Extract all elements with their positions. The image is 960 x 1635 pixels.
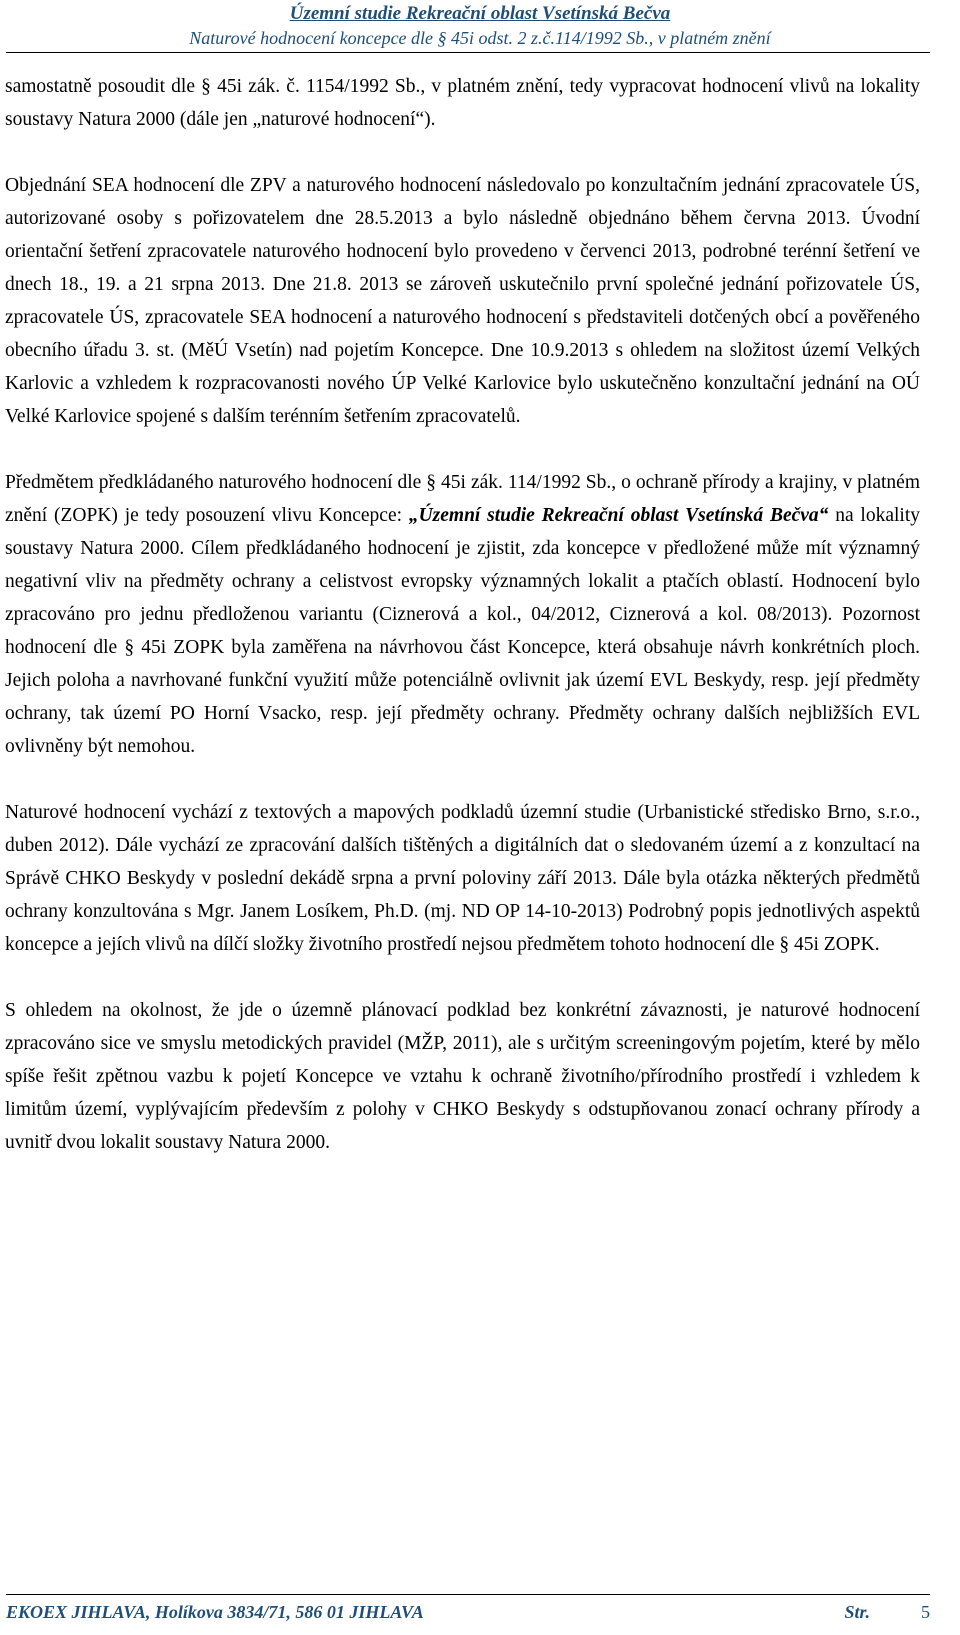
header-title: Územní studie Rekreační oblast Vsetínská Bečva: [289, 3, 671, 24]
document-body: [5, 70, 920, 1192]
footer-divider: [6, 1594, 930, 1595]
paragraph-3-rest: na lokality soustavy Natura 2000. Cílem předkládaného hodnocení je zjistit, zda koncepce v předložené může mít významný negativní vliv na předměty ochrany a celistvost evropsky významných lokalit a ptačích oblastí. Hodnocení bylo zpracováno pro jednu předloženou variantu (Ciznerová a kol., 04/2012, Ciznerová a kol. 08/2013). Pozornost hodnocení dle § 45i ZOPK byla zaměřena na návrhovou část Koncepce, která obsahuje návrh konkrétních ploch. Jejich poloha a navrhované funkční využití může potenciálně ovlivnit jak území EVL Beskydy, resp. její předměty ochrany, tak území PO Horní Vsacko, resp. její předměty ochrany. Předměty ochrany dalších nejbližších EVL ovlivněny být nemohou.: [5, 505, 920, 757]
paragraph-3-intro: Předmětem předkládaného naturového hodnocení dle § 45i zák. 114/1992 Sb., o ochraně přírody a krajiny, v platném znění (ZOPK) je tedy posouzení vlivu Koncepce:: [5, 472, 920, 526]
paragraph-3: [5, 466, 920, 763]
page-header: [0, 2, 960, 50]
paragraph-2: Objednání SEA hodnocení dle ZPV a naturového hodnocení následovalo po konzultačním jednání zpracovatele ÚS, autorizované osoby s pořizovatelem dne 28.5.2013 a bylo následně objednáno během června 2013. Úvodní orientační šetření zpracovatele naturového hodnocení bylo provedeno v červenci 2013, podrobné terénní šetření ve dnech 18., 19. a 21 srpna 2013. Dne 21.8. 2013 se zároveň uskutečnilo první společné jednání pořizovatele ÚS, zpracovatele ÚS, zpracovatele SEA hodnocení a naturového hodnocení s představiteli dotčených obcí a pověřeného obecního úřadu 3. st. (MěÚ Vsetín) nad pojetím Koncepce. Dne 10.9.2013 s ohledem na složitost území Velkých Karlovic a vzhledem k rozpracovanosti nového ÚP Velké Karlovice bylo uskutečněno konzultační jednání na OÚ Velké Karlovice spojené s dalším terénním šetřením zpracovatelů.: [5, 175, 920, 427]
header-subtitle: Naturové hodnocení koncepce dle § 45i odst. 2 z.č.114/1992 Sb., v platném znění: [189, 28, 771, 48]
header-divider: [6, 52, 930, 53]
footer-address: EKOEX JIHLAVA, Holíkova 3834/71, 586 01 JIHLAVA: [6, 1602, 424, 1622]
footer-page-label: Str.: [844, 1602, 870, 1622]
paragraph-1: samostatně posoudit dle § 45i zák. č. 1154/1992 Sb., v platném znění, tedy vypracovat hodnocení vlivů na lokality soustavy Natura 2000 (dále jen „naturové hodnocení“).: [5, 76, 920, 130]
footer-page-info: [844, 1600, 930, 1624]
paragraph-4: Naturové hodnocení vychází z textových a mapových podkladů územní studie (Urbanistické středisko Brno, s.r.o., duben 2012). Dále vychází ze zpracování dalších tištěných a digitálních dat o sledovaném území a z konzultací na Správě CHKO Beskydy v poslední dekádě srpna a první poloviny září 2013. Dále byla otázka některých předmětů ochrany konzultována s Mgr. Janem Losíkem, Ph.D. (mj. ND OP 14-10-2013) Podrobný popis jednotlivých aspektů koncepce a jejích vlivů na dílčí složky životního prostředí nejsou předmětem tohoto hodnocení dle § 45i ZOPK.: [5, 802, 920, 955]
footer-page-number: 5: [921, 1602, 930, 1622]
concept-title-reference: „Územní studie Rekreační oblast Vsetínská Bečva“: [408, 505, 829, 526]
paragraph-5: S ohledem na okolnost, že jde o územně plánovací podklad bez konkrétní závaznosti, je naturové hodnocení zpracováno sice ve smyslu metodických pravidel (MŽP, 2011), ale s určitým screeningovým pojetím, které by mělo spíše řešit zpětnou vazbu k pojetí Koncepce ve vztahu k ochraně životního/přírodního prostředí i vzhledem k limitům území, vyplývajícím především z polohy v CHKO Beskydy s odstupňovanou zonací ochrany přírody a uvnitř dvou lokalit soustavy Natura 2000.: [5, 1000, 920, 1153]
